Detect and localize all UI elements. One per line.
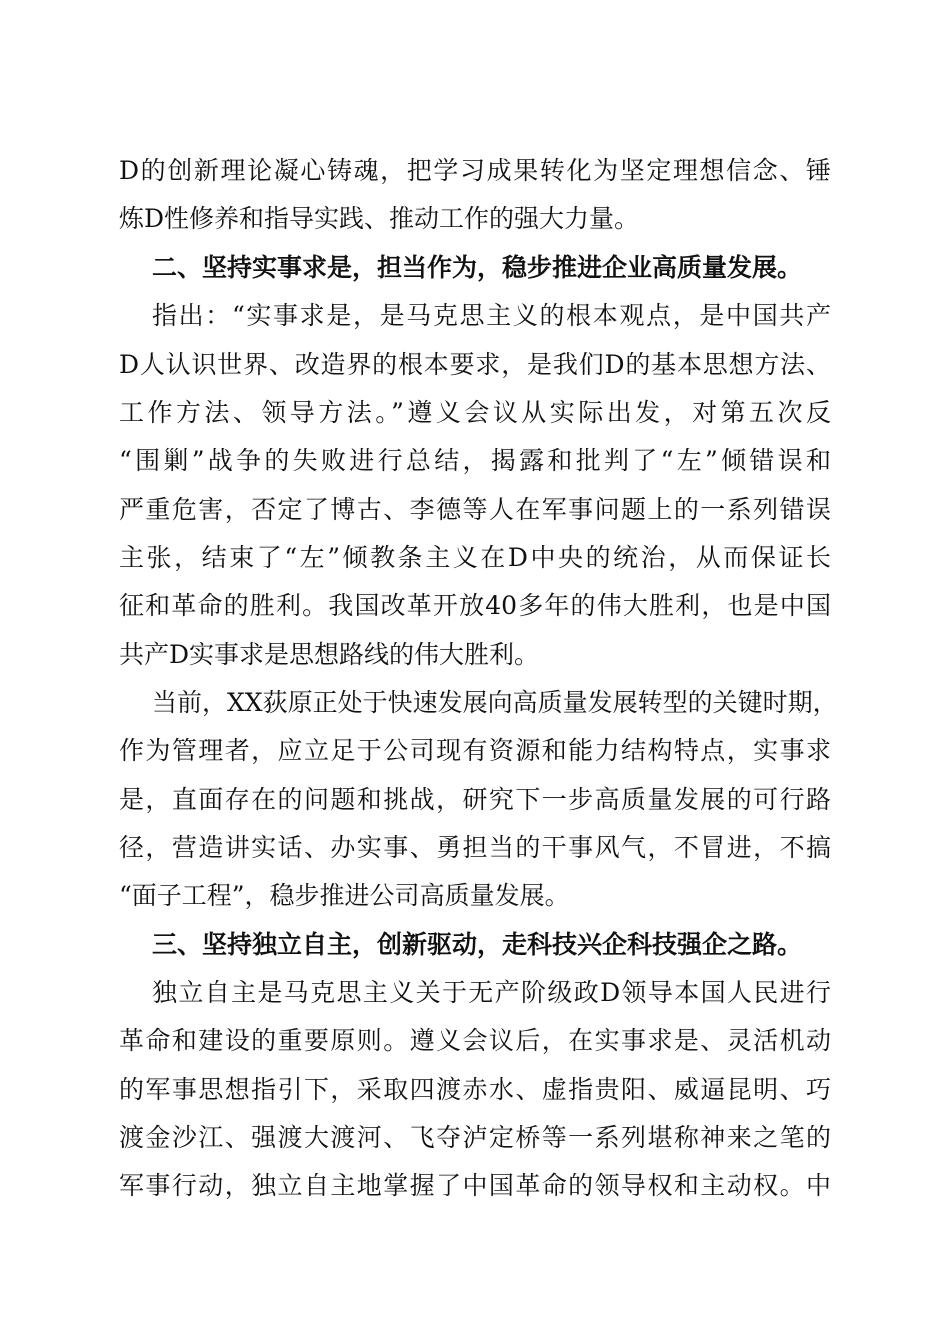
paragraph-line: 工作方法、领导方法。”遵义会议从实际出发，对第五次反 xyxy=(119,398,831,427)
paragraph-line: 的军事思想指引下，采取四渡赤水、虚指贵阳、威逼昆明、巧 xyxy=(119,1075,831,1104)
paragraph-line: 主张，结束了“左”倾教条主义在D中央的统治，从而保证长 xyxy=(119,543,831,572)
paragraph-line: 是，直面存在的问题和挑战，研究下一步高质量发展的可行路 xyxy=(119,785,831,814)
section-heading: 二、坚持实事求是，担当作为，稳步推进企业高质量发展。 xyxy=(152,253,803,282)
paragraph-line: 炼D性修养和指导实践、推动工作的强大力量。 xyxy=(119,204,640,233)
paragraph-line: 当前，XX荻原正处于快速发展向高质量发展转型的关键时期， xyxy=(152,688,838,717)
paragraph-line: 严重危害，否定了博古、李德等人在军事问题上的一系列错误 xyxy=(119,495,831,524)
paragraph-line: D的创新理论凝心铸魂，把学习成果转化为坚定理想信念、锤 xyxy=(119,156,831,185)
paragraph-line: D人认识世界、改造界的根本要求，是我们D的基本思想方法、 xyxy=(119,350,831,379)
paragraph-line: “面子工程”，稳步推进公司高质量发展。 xyxy=(119,881,570,910)
paragraph-line: 渡金沙江、强渡大渡河、飞夺泸定桥等一系列堪称神来之笔的 xyxy=(119,1123,831,1152)
paragraph-line: 征和革命的胜利。我国改革开放40多年的伟大胜利，也是中国 xyxy=(119,591,831,620)
paragraph-line: 革命和建设的重要原则。遵义会议后，在实事求是、灵活机动 xyxy=(119,1026,831,1055)
paragraph-line: 径，营造讲实话、办实事、勇担当的干事风气，不冒进，不搞 xyxy=(119,833,831,862)
section-heading: 三、坚持独立自主，创新驱动，走科技兴企科技强企之路。 xyxy=(152,930,803,959)
paragraph-line: 作为管理者，应立足于公司现有资源和能力结构特点，实事求 xyxy=(119,736,831,765)
paragraph-line: 指出：“实事求是，是马克思主义的根本观点，是中国共产 xyxy=(152,301,831,330)
paragraph-line: “围剿”战争的失败进行总结，揭露和批判了“左”倾错误和 xyxy=(119,446,831,475)
paragraph-line: 共产D实事求是思想路线的伟大胜利。 xyxy=(119,640,540,669)
paragraph-line: 军事行动，独立自主地掌握了中国革命的领导权和主动权。中 xyxy=(119,1171,831,1200)
paragraph-line: 独立自主是马克思主义关于无产阶级政D领导本国人民进行 xyxy=(152,978,831,1007)
